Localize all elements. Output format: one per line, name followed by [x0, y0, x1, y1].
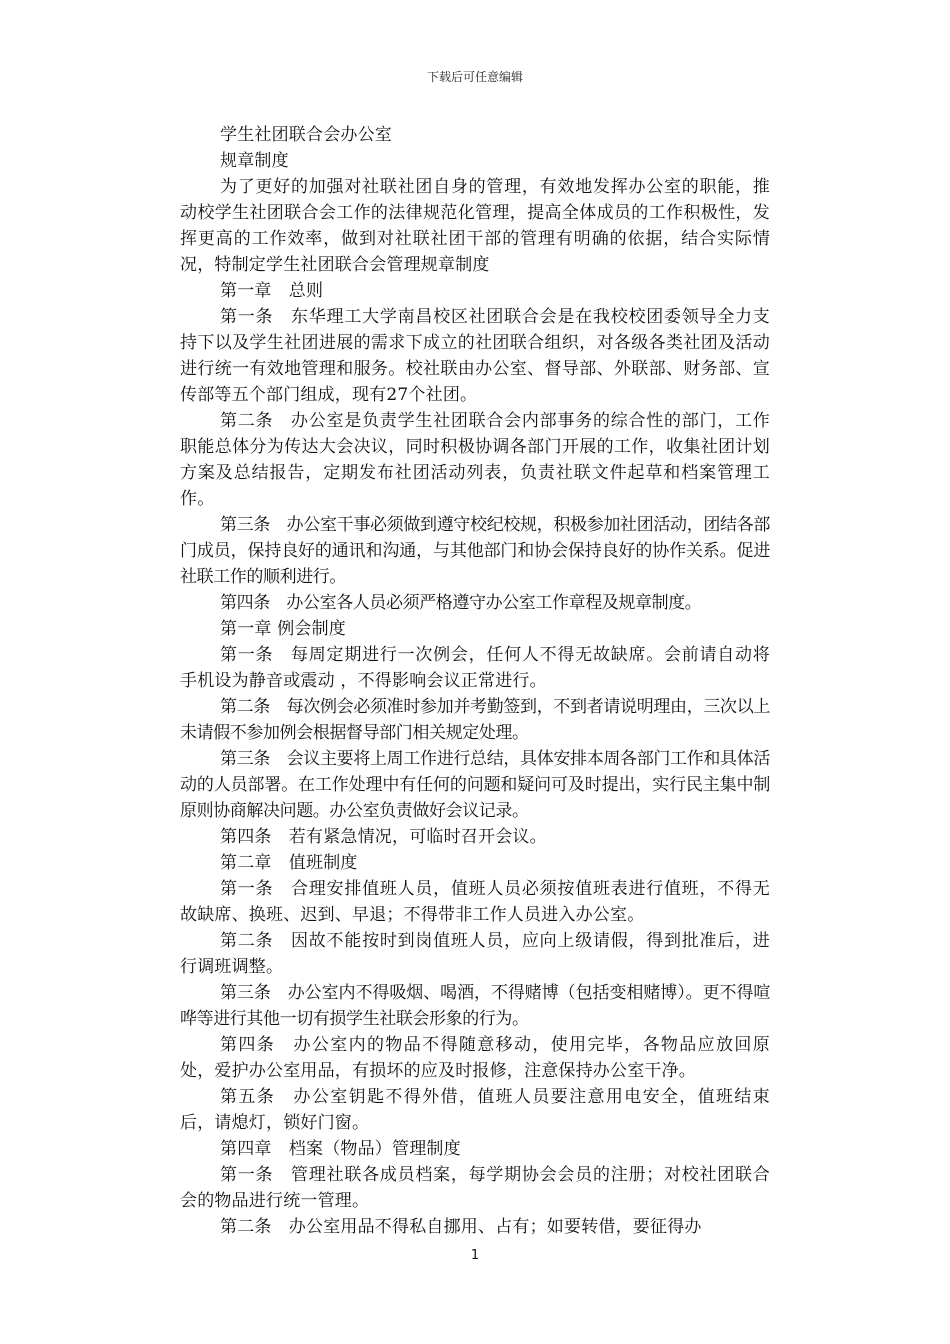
chapter-heading: 第二章 值班制度	[220, 853, 358, 873]
article-paragraph: 第四条 若有紧急情况，可临时召开会议。	[220, 827, 547, 847]
article-paragraph: 第三条 办公室干事必须做到遵守校纪校规，积极参加社团活动，团结各部门成员，保持良好的通讯和沟通，与其他部门和协会保持良好的协作关系。促进社联工作的顺利进行。	[180, 515, 770, 587]
article-paragraph: 第二条 因故不能按时到岗值班人员，应向上级请假，得到批准后，进行调班调整。	[180, 931, 770, 977]
article-paragraph: 第二条 办公室是负责学生社团联合会内部事务的综合性的部门，工作职能总体分为传达大会决议，同时积极协调各部门开展的工作，收集社团计划方案及总结报告，定期发布社团活动列表，负责社联文件起草和档案管理工作。	[180, 411, 770, 509]
article-paragraph: 第二条 每次例会必须准时参加并考勤签到，不到者请说明理由，三次以上未请假不参加例会根据督导部门相关规定处理。	[180, 697, 770, 743]
document-body	[180, 122, 770, 1240]
article-paragraph: 第一条 合理安排值班人员，值班人员必须按值班表进行值班，不得无故缺席、换班、迟到、早退；不得带非工作人员进入办公室。	[180, 879, 770, 925]
article-paragraph: 第三条 会议主要将上周工作进行总结，具体安排本周各部门工作和具体活动的人员部署。在工作处理中有任何的问题和疑问可及时提出，实行民主集中制原则协商解决问题。办公室负责做好会议记录。	[180, 749, 770, 821]
doc-title-line-1: 学生社团联合会办公室	[220, 125, 392, 145]
article-paragraph: 第三条 办公室内不得吸烟、喝酒，不得赌博（包括变相赌博）。更不得喧哗等进行其他一切有损学生社联会形象的行为。	[180, 983, 770, 1029]
chapter-heading: 第四章 档案（物品）管理制度	[220, 1139, 461, 1159]
page-header: 下载后可任意编辑	[426, 70, 523, 84]
article-paragraph: 第一条 东华理工大学南昌校区社团联合会是在我校校团委领导全力支持下以及学生社团进展的需求下成立的社团联合组织，对各级各类社团及活动进行统一有效地管理和服务。校社联由办公室、督导部、外联部、财务部、宣传部等五个部门组成，现有27个社团。	[180, 307, 770, 405]
article-paragraph: 第二条 办公室用品不得私自挪用、占有；如要转借，要征得办	[220, 1217, 702, 1237]
article-paragraph: 第一条 管理社联各成员档案，每学期协会会员的注册；对校社团联合会的物品进行统一管理。	[180, 1165, 770, 1211]
chapter-heading: 第一章 例会制度	[220, 619, 347, 639]
page-number: 1	[470, 1248, 480, 1263]
article-paragraph: 第五条 办公室钥匙不得外借，值班人员要注意用电安全，值班结束后，请熄灯，锁好门窗。	[180, 1087, 770, 1133]
article-paragraph: 第四条 办公室各人员必须严格遵守办公室工作章程及规章制度。	[220, 593, 702, 613]
article-paragraph: 第一条 每周定期进行一次例会，任何人不得无故缺席。会前请自动将手机设为静音或震动 ，不得影响会议正常进行。	[180, 645, 770, 691]
intro-paragraph: 为了更好的加强对社联社团自身的管理，有效地发挥办公室的职能，推动校学生社团联合会工作的法律规范化管理，提高全体成员的工作积极性，发挥更高的工作效率，做到对社联社团干部的管理有明确的依据，结合实际情况，特制定学生社团联合会管理规章制度	[180, 177, 770, 275]
article-paragraph: 第四条 办公室内的物品不得随意移动，使用完毕，各物品应放回原处，爱护办公室用品，有损坏的应及时报修，注意保持办公室干净。	[180, 1035, 770, 1081]
doc-title-line-2: 规章制度	[220, 151, 289, 171]
chapter-heading: 第一章 总则	[220, 281, 324, 301]
